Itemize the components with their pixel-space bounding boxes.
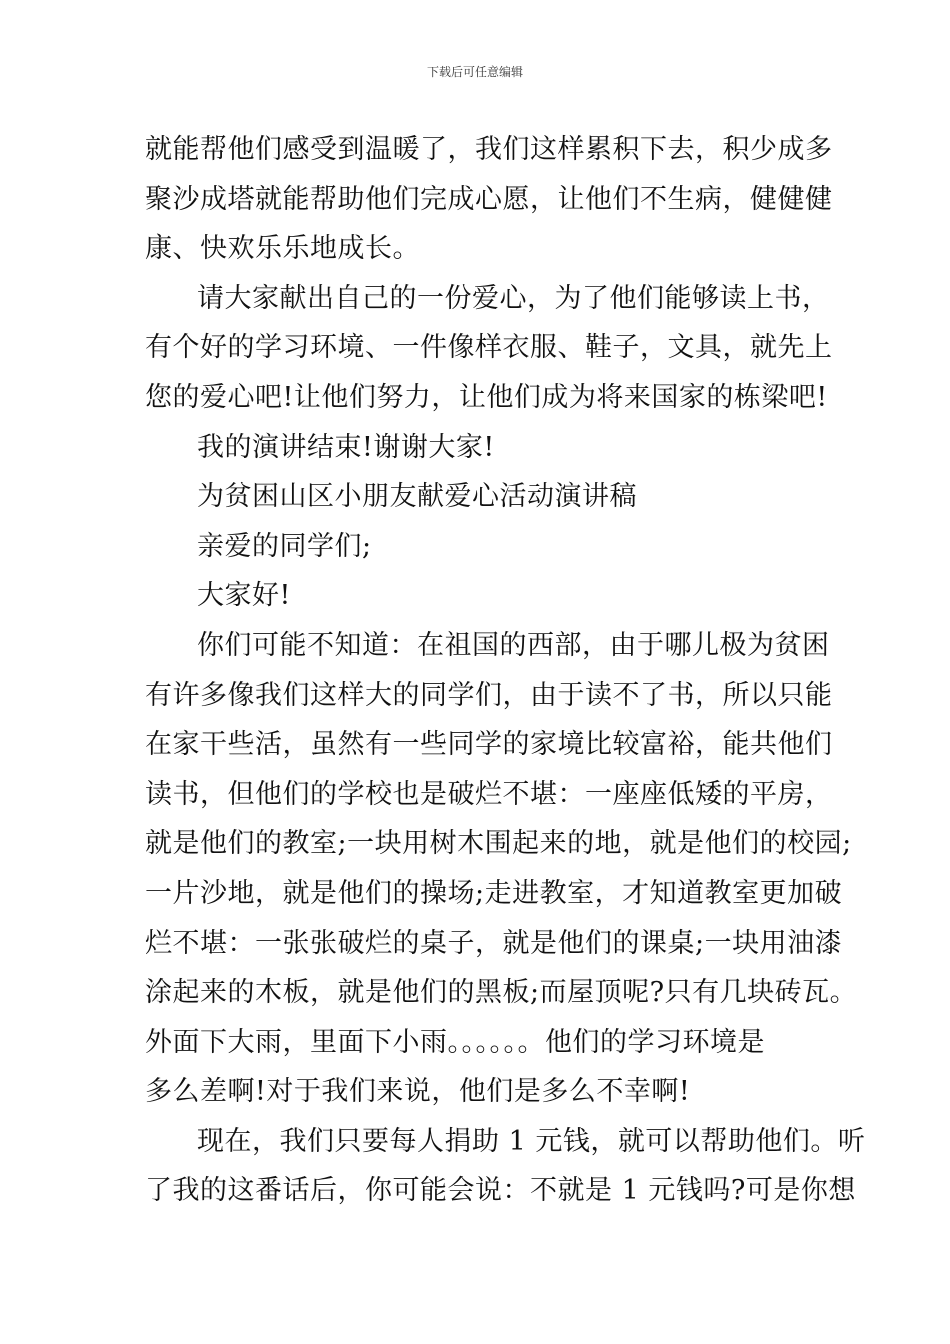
text-line: 您的爱心吧!让他们努力，让他们成为将来国家的栋梁吧! [145,381,828,413]
text-line: 康、快欢乐乐地成长。 [145,233,420,265]
salutation: 亲爱的同学们; [197,530,372,562]
text-line: 就是他们的教室;一块用树木围起来的地，就是他们的校园; [145,828,852,860]
page-header: 下载后可任意编辑 [426,65,523,79]
text-line: 聚沙成塔就能帮助他们完成心愿，让他们不生病，健健健 [145,183,833,215]
text-line: 涂起来的木板，就是他们的黑板;而屋顶呢?只有几块砖瓦。 [145,977,858,1009]
paragraph-first-line: 现在，我们只要每人捐助 1 元钱，就可以帮助他们。听 [197,1125,866,1157]
text-line: 外面下大雨，里面下小雨。。。。。。他们的学习环境是 [145,1026,765,1058]
greeting: 大家好! [197,580,291,612]
text-line: 多么差啊!对于我们来说，他们是多么不幸啊! [145,1076,691,1108]
text-line: 就能帮他们感受到温暖了，我们这样累积下去，积少成多 [145,134,833,165]
text-line: 有个好的学习环境、一件像样衣服、鞋子，文具，就先上 [145,332,833,364]
paragraph-first-line: 你们可能不知道：在祖国的西部，由于哪儿极为贫困 [197,629,830,661]
text-line: 烂不堪：一张张破烂的桌子，就是他们的课桌;一块用油漆 [145,927,843,959]
paragraph-first-line: 我的演讲结束!谢谢大家! [197,431,495,463]
text-line: 了我的这番话后，你可能会说：不就是 1 元钱吗?可是你想 [145,1175,856,1207]
speech-title: 为贫困山区小朋友献爱心活动演讲稿 [197,481,637,513]
document-body [145,125,866,1216]
paragraph-first-line: 请大家献出自己的一份爱心，为了他们能够读上书， [197,282,830,314]
text-line: 在家干些活，虽然有一些同学的家境比较富裕，能共他们 [145,729,833,761]
text-line: 有许多像我们这样大的同学们，由于读不了书，所以只能 [145,679,833,711]
text-line: 读书，但他们的学校也是破烂不堪：一座座低矮的平房， [145,778,833,810]
text-line: 一片沙地，就是他们的操场;走进教室，才知道教室更加破 [145,877,843,909]
